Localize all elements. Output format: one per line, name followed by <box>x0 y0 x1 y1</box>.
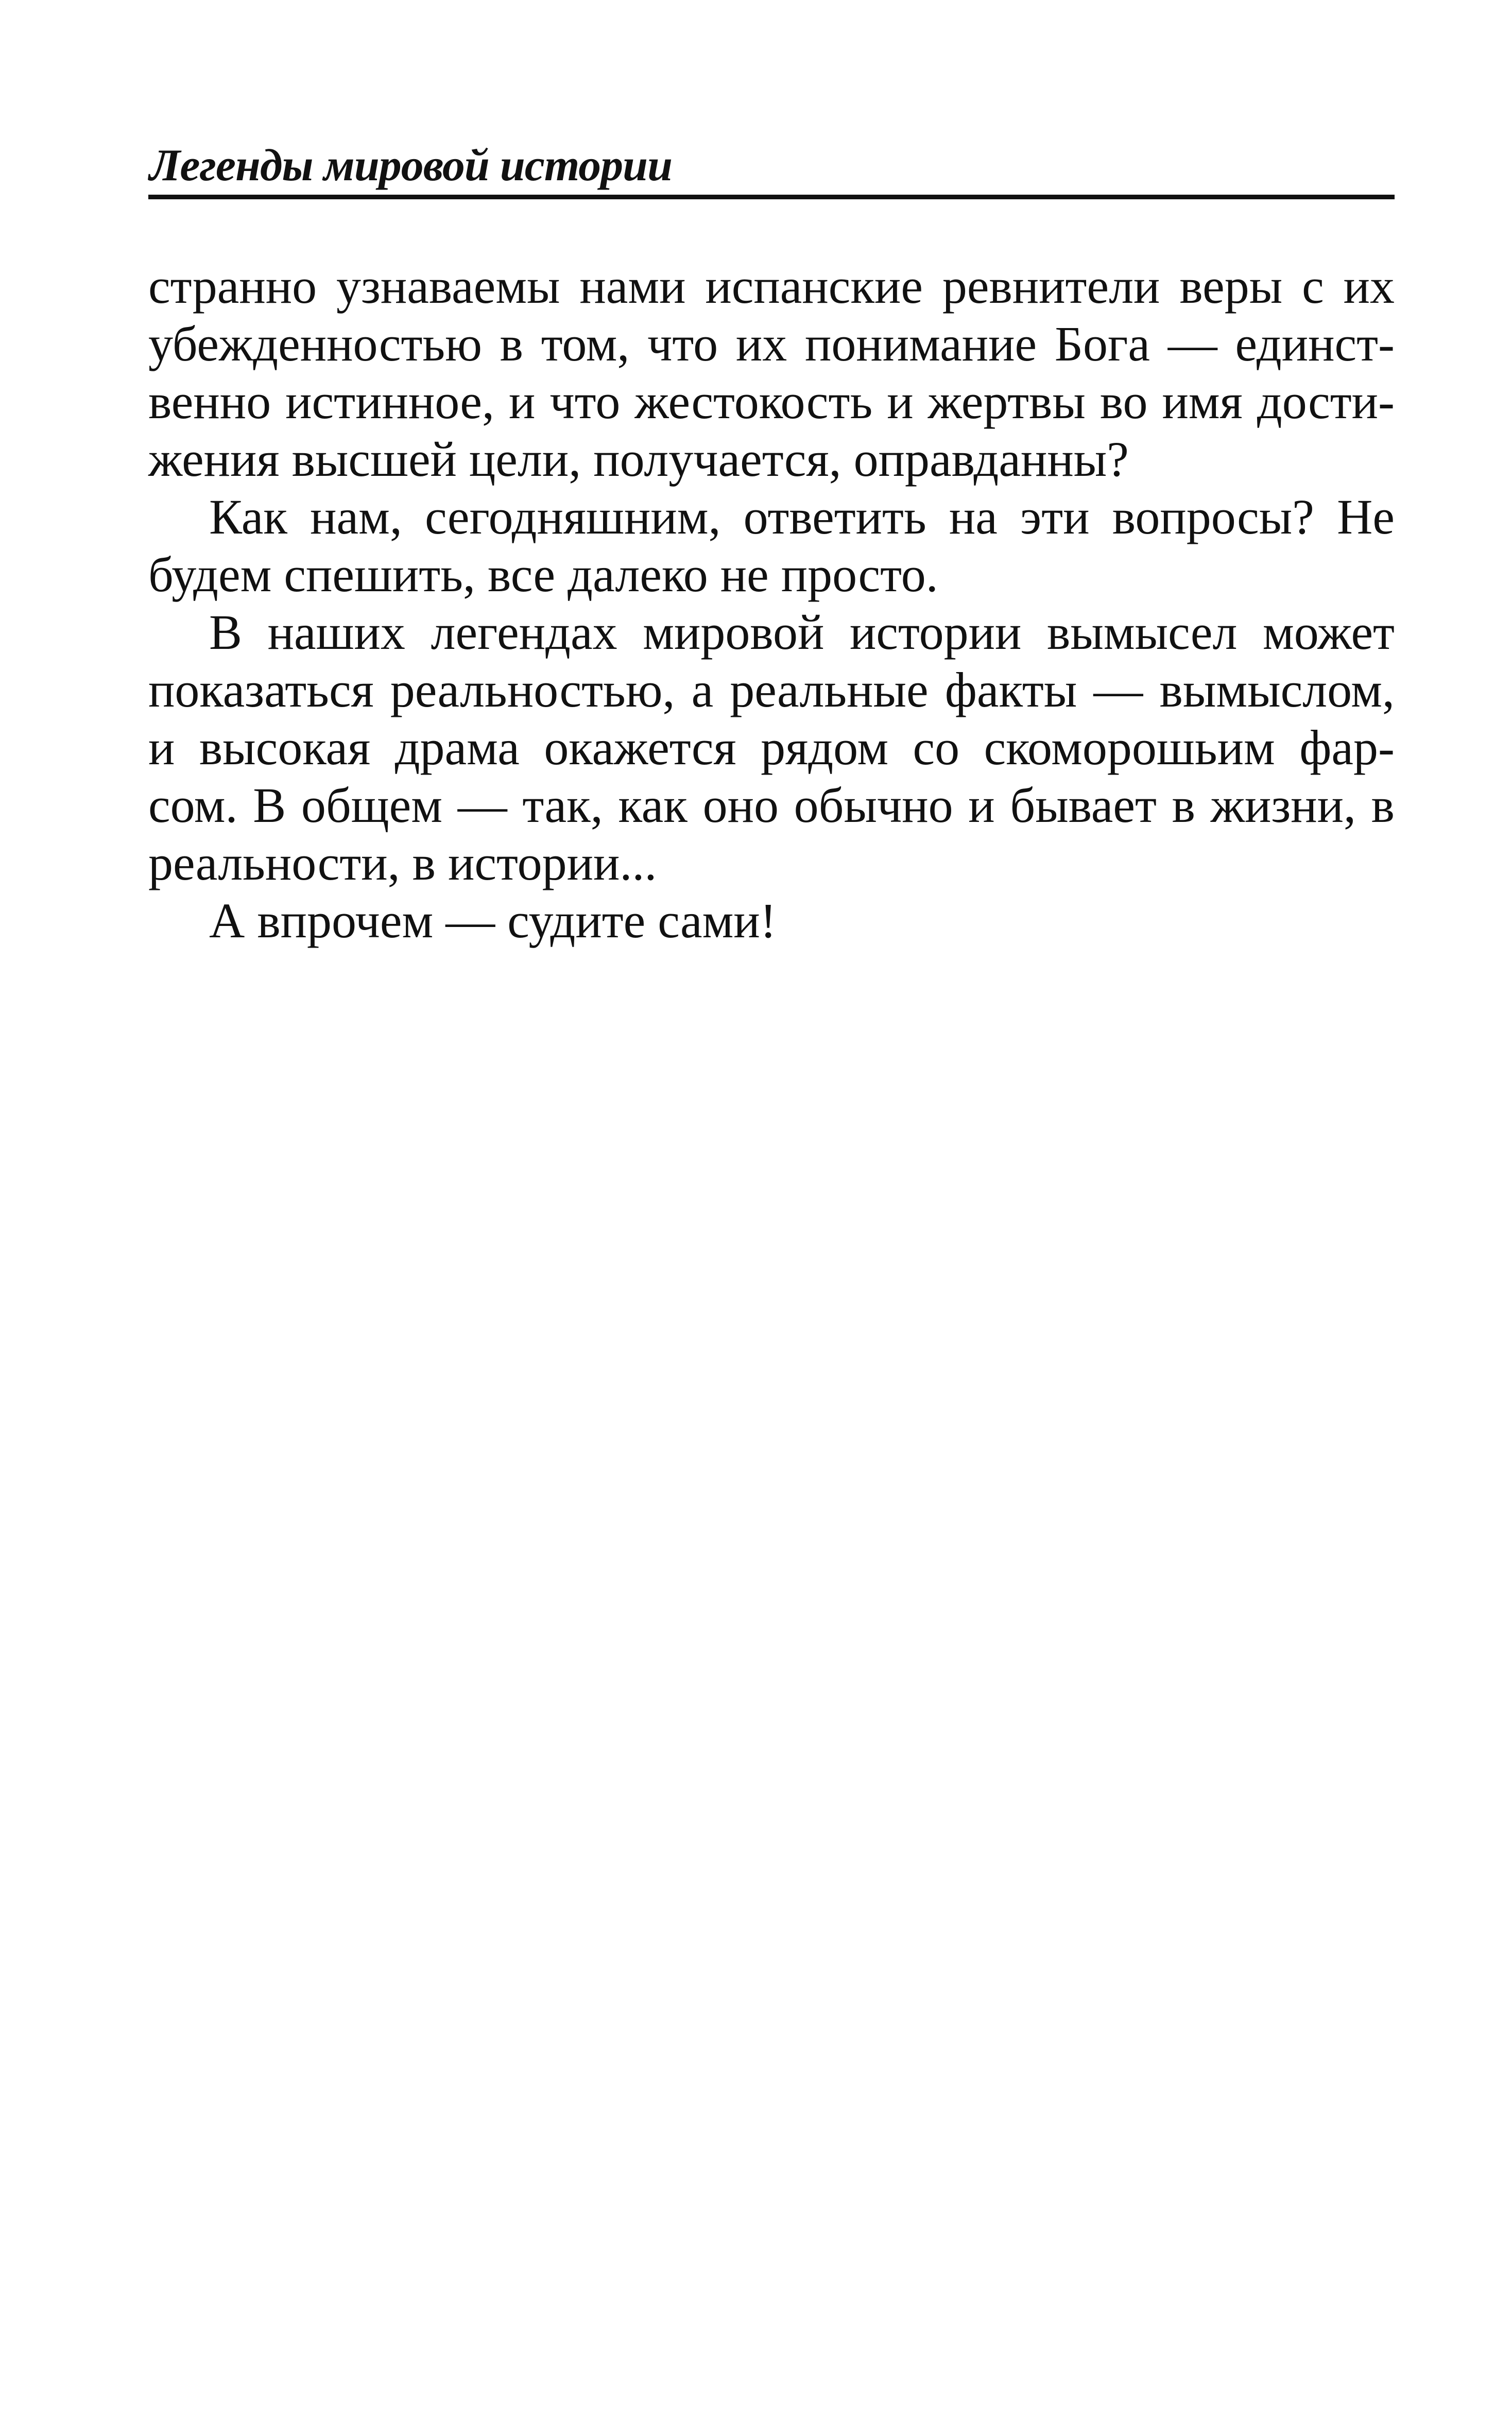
body-text <box>148 257 1395 950</box>
text-line: и высокая драма окажется рядом со скоморошьим фар- <box>148 720 1395 775</box>
paragraph <box>148 604 1395 892</box>
text-line: показаться реальностью, а реальные факты — вымыслом, <box>148 662 1395 717</box>
paragraph <box>148 892 1395 950</box>
text-line: А впрочем — судите сами! <box>209 893 777 948</box>
running-head <box>148 133 1395 199</box>
text-line: сом. В общем — так, как оно обычно и бывает в жизни, в <box>148 778 1395 833</box>
running-head-title: Легенды мировой истории <box>149 141 673 191</box>
paragraph <box>148 488 1395 604</box>
text-line: странно узнаваемы нами испанские ревнители веры с их <box>148 259 1395 314</box>
text-line: Как нам, сегодняшним, ответить на эти вопросы? Не <box>209 489 1395 544</box>
text-line: убежденностью в том, что их понимание Бога — единст- <box>148 316 1395 371</box>
text-line: В наших легендах мировой истории вымысел может <box>209 605 1395 660</box>
text-line: реальности, в истории... <box>148 835 657 890</box>
paragraph <box>148 257 1395 488</box>
text-line: будем спешить, все далеко не просто. <box>148 547 938 602</box>
text-line: жения высшей цели, получается, оправданны? <box>148 432 1129 487</box>
text-line: венно истинное, и что жестокость и жертвы во имя дости- <box>148 374 1395 429</box>
